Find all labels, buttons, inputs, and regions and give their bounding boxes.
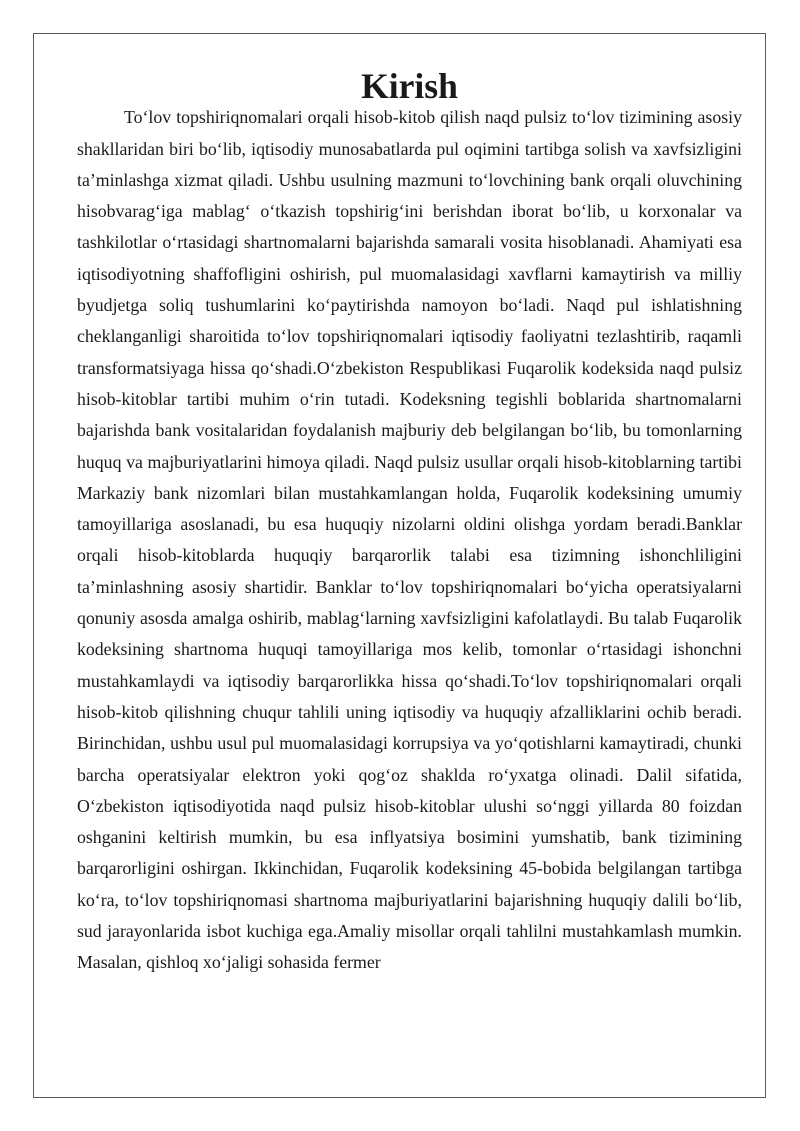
document-title: Kirish	[361, 66, 458, 106]
document-body-paragraph: To‘lov topshiriqnomalari orqali hisob-kitob qilish naqd pulsiz to‘lov tizimining asosiy shakllaridan biri bo‘lib, iqtisodiy munosabatlarda pul oqimini tartibga solish va xavfsizligini ta’minlashga xizmat qiladi. Ushbu usulning mazmuni to‘lovchining bank orqali oluvchining hisobvarag‘iga mablag‘ o‘tkazish topshirig‘ini berishdan iborat bo‘lib, u korxonalar va tashkilotlar o‘rtasidagi shartnomalarni bajarishda samarali vosita hisoblanadi. Ahamiyati esa iqtisodiyotning shaffofligini oshirish, pul muomalasidagi xavflarni kamaytirish va milliy byudjetga soliq tushumlarini ko‘paytirishda namoyon bo‘ladi. Naqd pul ishlatishning cheklanganligi sharoitida to‘lov topshiriqnomalari iqtisodiy faoliyatni tezlashtirib, raqamli transformatsiyaga hissa qo‘shadi.O‘zbekiston Respublikasi Fuqarolik kodeksida naqd pulsiz hisob-kitoblar tartibi muhim o‘rin tutadi. Kodeksning tegishli boblarida shartnomalarni bajarishda bank vositalaridan foydalanish majburiy deb belgilangan bo‘lib, bu tomonlarning huquq va majburiyatlarini himoya qiladi. Naqd pulsiz usullar orqali hisob-kitoblarning tartibi Markaziy bank nizomlari bilan mustahkamlangan holda, Fuqarolik kodeksining umumiy tamoyillariga asoslanadi, bu esa huquqiy nizolarni oldini olishga yordam beradi.Banklar orqali hisob-kitoblarda huquqiy barqarorlik talabi esa tizimning ishonchliligini ta’minlashning asosiy shartidir. Banklar to‘lov topshiriqnomalari bo‘yicha operatsiyalarni qonuniy asosda amalga oshirib, mablag‘larning xavfsizligini kafolatlaydi. Bu talab Fuqarolik kodeksining shartnoma huquqi tamoyillariga mos kelib, tomonlar o‘rtasidagi ishonchni mustahkamlaydi va iqtisodiy barqarorlikka hissa qo‘shadi.To‘lov topshiriqnomalari orqali hisob-kitob qilishning chuqur tahlili uning iqtisodiy va huquqiy afzalliklarini ochib beradi. Birinchidan, ushbu usul pul muomalasidagi korrupsiya va yo‘qotishlarni kamaytiradi, chunki barcha operatsiyalar elektron yoki qog‘oz shaklda ro‘yxatga olinadi. Dalil sifatida, O‘zbekiston iqtisodiyotida naqd pulsiz hisob-kitoblar ulushi so‘nggi yillarda 80 foizdan oshganini keltirish mumkin, bu esa inflyatsiya bosimini yumshatib, bank tizimining barqarorligini oshirgan. Ikkinchidan, Fuqarolik kodeksining 45-bobida belgilangan tartibga ko‘ra, to‘lov topshiriqnomasi shartnoma majburiyatlarini bajarishning huquqiy dalili bo‘lib, sud jarayonlarida isbot kuchiga ega.Amaliy misollar orqali tahlilni mustahkamlash mumkin. Masalan, qishloq xo‘jaligi sohasida fermer	[77, 107, 742, 973]
document-content	[77, 66, 742, 979]
